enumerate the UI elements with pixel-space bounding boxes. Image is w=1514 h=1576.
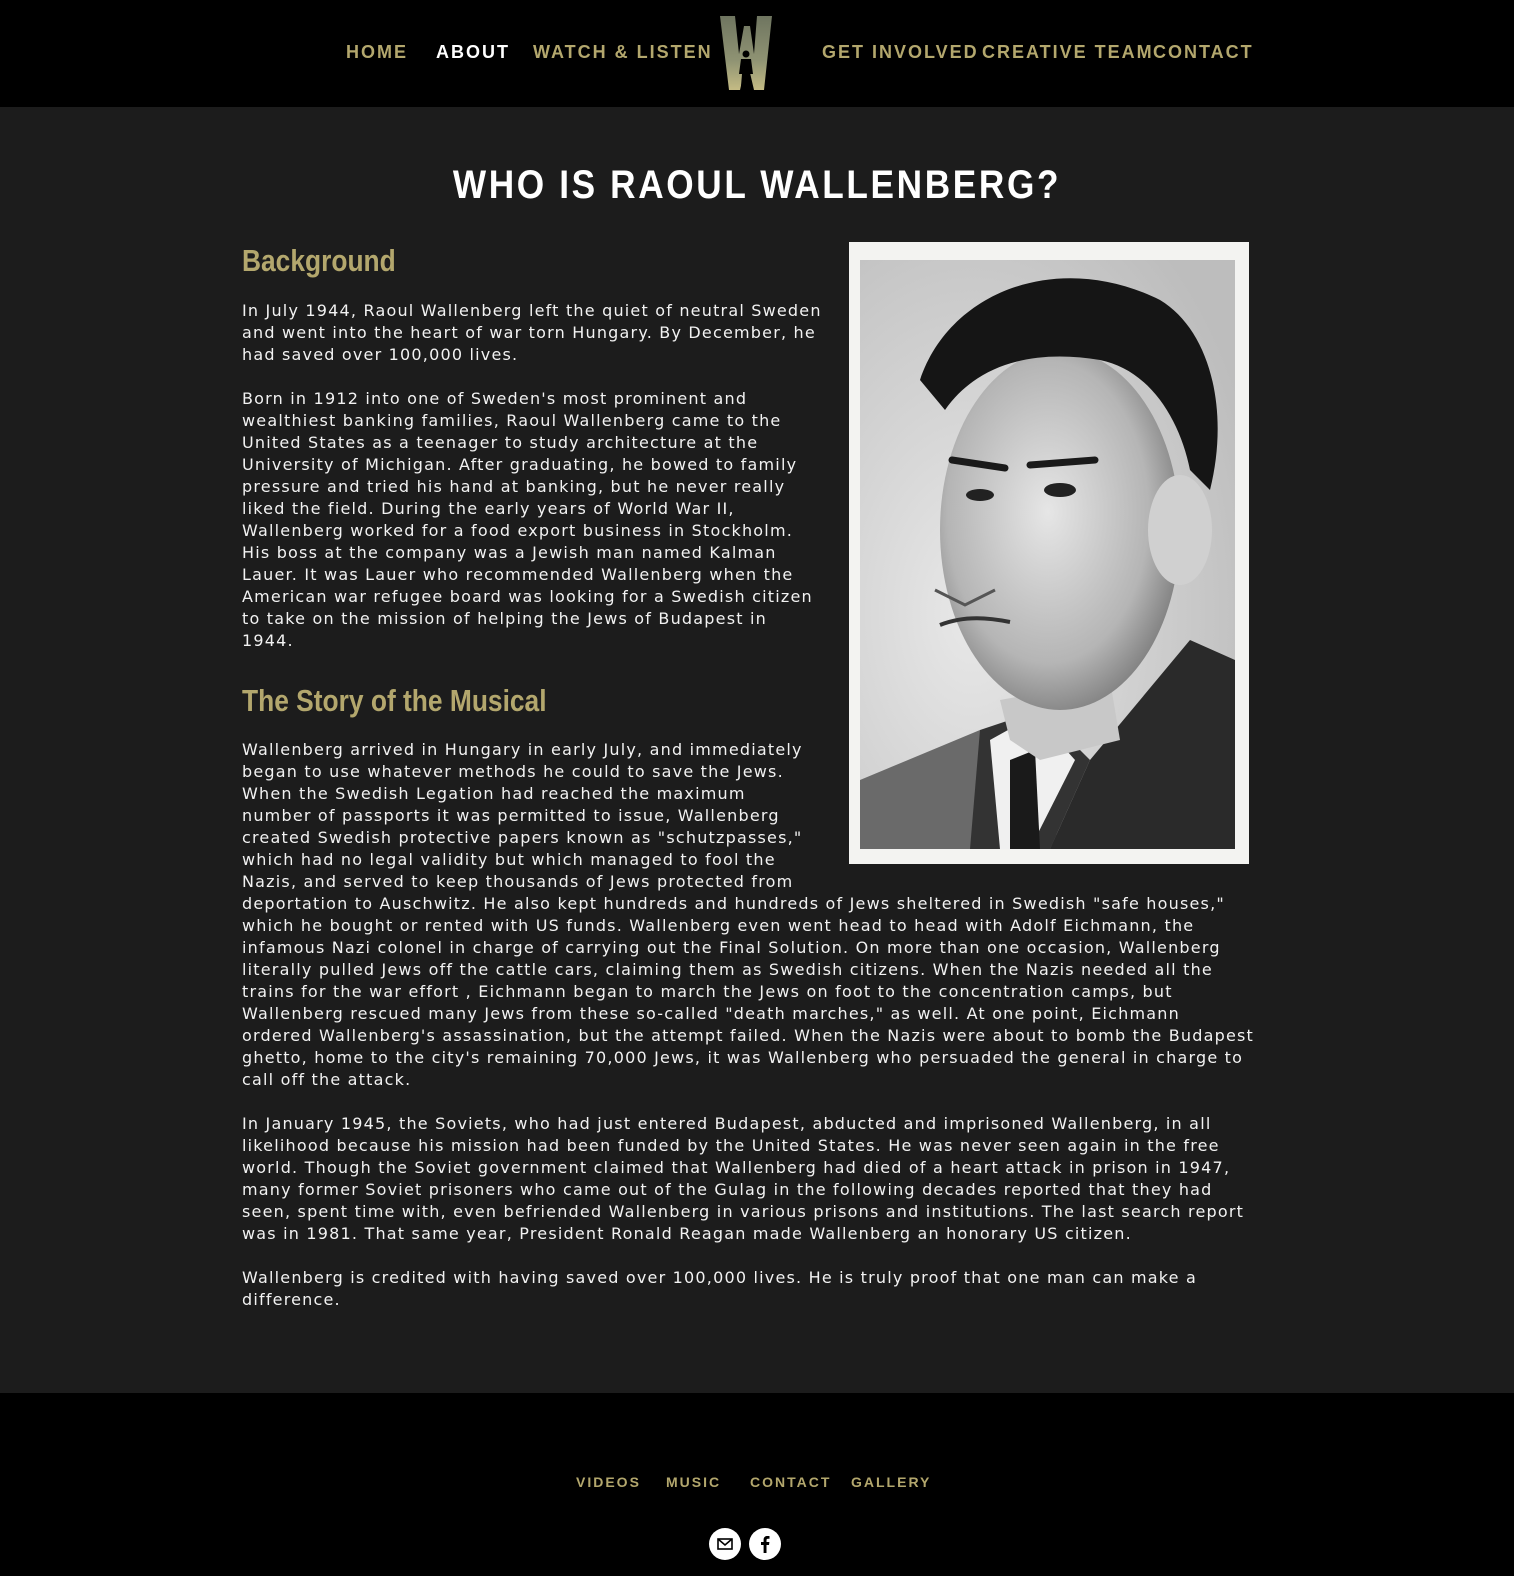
main-content bbox=[0, 107, 1514, 1393]
story-paragraph: Wallenberg is credited with having saved over 100,000 lives. He is truly proof that one man can make a difference. bbox=[242, 1268, 1198, 1309]
footer bbox=[0, 1393, 1514, 1576]
nav-about[interactable]: ABOUT bbox=[436, 42, 510, 62]
page-title: WHO IS RAOUL WALLENBERG? bbox=[452, 163, 1062, 207]
nav-watch-listen[interactable]: WATCH & LISTEN bbox=[533, 42, 713, 62]
nav-home[interactable]: HOME bbox=[346, 42, 408, 62]
nav-get-involved[interactable]: GET INVOLVED bbox=[822, 42, 979, 62]
nav-contact[interactable]: CONTACT bbox=[1153, 42, 1254, 62]
footer-link-gallery[interactable]: GALLERY bbox=[851, 1474, 932, 1490]
top-navigation bbox=[0, 0, 1514, 107]
footer-link-videos[interactable]: VIDEOS bbox=[576, 1474, 641, 1490]
footer-link-contact[interactable]: CONTACT bbox=[750, 1474, 832, 1490]
email-icon[interactable] bbox=[709, 1528, 741, 1560]
story-paragraph: In January 1945, the Soviets, who had just entered Budapest, abducted and imprisoned Wallenberg, in all likelihood because his mission had been funded by the United States. He was never seen again in the free world. Though the Soviet government claimed that Wallenberg had died of a heart attack in prison in 1947, many former Soviet prisoners who came out of the Gulag in the following decades reported that they had seen, spent time with, even befriended Wallenberg in various prisons and institutions. The last search report was in 1981. That same year, President Ronald Reagan made Wallenberg an honorary US citizen. bbox=[242, 1114, 1245, 1243]
facebook-icon[interactable] bbox=[749, 1528, 781, 1560]
story-paragraph: Wallenberg arrived in Hungary in early July, and immediately began to use whatever methods he could to save the Jews. When the Swedish Legation had reached the maximum number of passports it was permitted to issue, Wallenberg created Swedish protective papers known as "schutzpasses," which had no legal validity but which managed to fool the Nazis, and served to keep thousands of Jews protected from deportation to Auschwitz. He also kept hundreds and hundreds of Jews sheltered in Swedish "safe houses," which he bought or rented with US funds. Wallenberg even went head to head with Adolf Eichmann, the infamous Nazi colonel in charge of carrying out the Final Solution. On more than one occasion, Wallenberg literally pulled Jews off the cattle cars, claiming them as Swedish citizens. When the Nazis needed all the trains for the war effort , Eichmann began to march the Jews on foot to the concentration camps, but Wallenberg rescued many Jews from these so-called "death marches," as well. At one point, Eichmann ordered Wallenberg's assassination, but the attempt failed. When the Nazis were about to bomb the Budapest ghetto, home to the city's remaining 70,000 Jews, it was Wallenberg who persuaded the general in charge to call off the attack. bbox=[242, 740, 1255, 1089]
background-paragraph: In July 1944, Raoul Wallenberg left the quiet of neutral Sweden and went into the heart of war torn Hungary. By December, he had saved over 100,000 lives. bbox=[242, 301, 822, 364]
nav-creative-team[interactable]: CREATIVE TEAM bbox=[982, 42, 1154, 62]
background-heading: Background bbox=[242, 243, 396, 278]
story-body bbox=[242, 739, 1254, 1311]
footer-link-music[interactable]: MUSIC bbox=[666, 1474, 722, 1490]
background-paragraph: Born in 1912 into one of Sweden's most prominent and wealthiest banking families, Raoul Wallenberg came to the United States as a teenager to study architecture at the University of Michigan. After graduating, he bowed to family pressure and tried his hand at banking, but he never really liked the field. During the early years of World War II, Wallenberg worked for a food export business in Stockholm. His boss at the company was a Jewish man named Kalman Lauer. It was Lauer who recommended Wallenberg when the American war refugee board was looking for a Swedish citizen to take on the mission of helping the Jews of Budapest in 1944. bbox=[242, 389, 813, 650]
w-logo-icon[interactable] bbox=[720, 14, 772, 92]
story-heading: The Story of the Musical bbox=[242, 683, 547, 718]
